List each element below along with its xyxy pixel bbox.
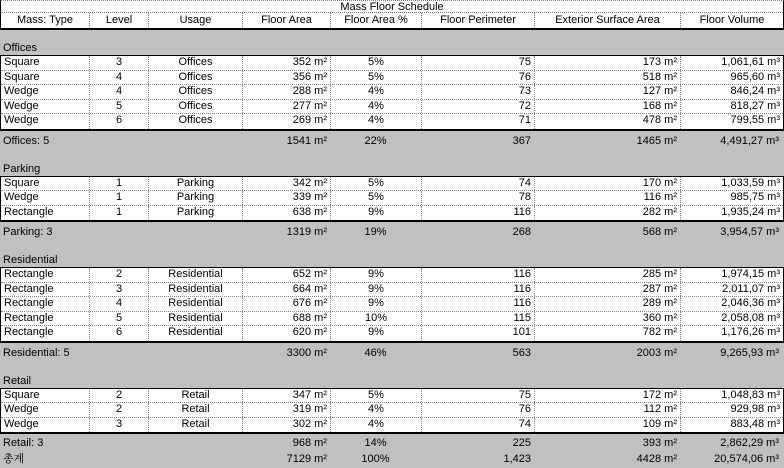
cell-floor-volume[interactable]: 985,75 m³ [730, 191, 780, 203]
section-data-block-offices [0, 55, 784, 131]
cell-floor-area[interactable]: 288 m² [243, 85, 331, 99]
cell-floor-area[interactable]: 269 m² [243, 114, 331, 129]
subtotal-floor-perimeter: 225 [512, 437, 531, 449]
column-header-floor-area[interactable]: Floor Area [243, 13, 331, 28]
section-spacer [0, 30, 784, 41]
cell-floor-area-pct[interactable]: 9% [331, 326, 422, 341]
table-row[interactable] [1, 326, 783, 341]
cell-floor-volume[interactable]: 1,935,24 m³ [721, 205, 780, 218]
subtotal-row-retail [0, 434, 784, 451]
table-row[interactable] [1, 268, 783, 283]
cell-level[interactable]: 6 [90, 326, 149, 341]
cell-floor-volume[interactable]: 965,60 m³ [730, 70, 780, 83]
cell-exterior-surface-area[interactable]: 285 m² [535, 268, 681, 282]
cell-floor-perimeter[interactable]: 116 [422, 283, 535, 297]
cell-floor-area[interactable]: 676 m² [243, 297, 331, 311]
cell-usage[interactable]: Residential [149, 283, 243, 297]
column-header-floor-volume[interactable]: Floor Volume [699, 14, 765, 26]
cell-floor-area[interactable]: 652 m² [243, 268, 331, 282]
cell-usage[interactable]: Parking [149, 191, 243, 205]
subtotal-floor-area-pct: 46% [364, 346, 387, 359]
table-row[interactable] [1, 283, 783, 298]
cell-usage[interactable]: Retail [149, 418, 243, 433]
subtotal-exterior-surface-area: 393 m² [642, 437, 677, 449]
cell-level[interactable]: 2 [90, 403, 149, 417]
cell-level[interactable]: 4 [90, 71, 149, 85]
cell-floor-volume[interactable]: 883,48 m³ [730, 417, 780, 430]
cell-floor-perimeter[interactable]: 115 [422, 312, 535, 326]
cell-floor-perimeter[interactable]: 116 [422, 206, 535, 221]
column-header-floor-perimeter[interactable]: Floor Perimeter [422, 13, 535, 28]
subtotal-floor-volume: 9,265,93 m³ [720, 346, 779, 359]
table-row[interactable] [1, 297, 783, 312]
cell-floor-perimeter[interactable]: 101 [422, 326, 535, 341]
cell-exterior-surface-area[interactable]: 360 m² [535, 312, 681, 326]
table-row[interactable] [1, 191, 783, 206]
cell-exterior-surface-area[interactable]: 282 m² [535, 206, 681, 221]
cell-floor-area-pct[interactable]: 5% [331, 71, 422, 85]
table-row[interactable] [1, 100, 783, 115]
subtotal-row-residential [0, 343, 784, 363]
cell-floor-perimeter[interactable]: 74 [422, 177, 535, 191]
subtotal-floor-perimeter: 268 [512, 226, 531, 238]
subtotal-floor-perimeter: 563 [512, 346, 531, 359]
grand-total-row [0, 451, 784, 467]
cell-floor-volume[interactable]: 2,046,36 m³ [721, 297, 780, 309]
cell-exterior-surface-area[interactable]: 109 m² [535, 418, 681, 433]
cell-exterior-surface-area[interactable]: 116 m² [535, 191, 681, 205]
grand-total-exterior-surface-area: 4428 m² [636, 453, 677, 465]
cell-mass-type[interactable]: Rectangle [1, 283, 90, 297]
cell-usage[interactable]: Offices [149, 85, 243, 99]
subtotal-label: Retail: 3 [3, 437, 44, 449]
cell-floor-volume[interactable]: 1,033,59 m³ [721, 176, 780, 189]
cell-floor-perimeter[interactable]: 73 [422, 85, 535, 99]
cell-mass-type[interactable]: Square [1, 389, 90, 403]
cell-floor-volume[interactable]: 818,27 m³ [730, 99, 780, 112]
cell-exterior-surface-area[interactable]: 112 m² [535, 403, 681, 417]
cell-floor-area[interactable]: 342 m² [243, 177, 331, 191]
cell-floor-area[interactable]: 664 m² [243, 283, 331, 297]
cell-floor-area-pct[interactable]: 4% [331, 100, 422, 114]
subtotal-floor-area: 3300 m² [286, 346, 327, 359]
cell-level[interactable]: 5 [90, 312, 149, 326]
cell-exterior-surface-area[interactable]: 127 m² [535, 85, 681, 99]
cell-mass-type[interactable]: Rectangle [1, 206, 90, 221]
cell-mass-type[interactable]: Rectangle [1, 297, 90, 311]
cell-floor-area[interactable]: 339 m² [243, 191, 331, 205]
cell-floor-perimeter[interactable]: 76 [422, 403, 535, 417]
cell-usage[interactable]: Parking [149, 177, 243, 191]
cell-usage[interactable]: Residential [149, 297, 243, 311]
cell-floor-area[interactable]: 688 m² [243, 312, 331, 326]
subtotal-floor-volume: 4,491,27 m³ [720, 134, 779, 147]
cell-level[interactable]: 2 [90, 389, 149, 403]
cell-floor-volume[interactable]: 2,011,07 m³ [722, 282, 780, 295]
cell-floor-perimeter[interactable]: 116 [422, 297, 535, 311]
cell-mass-type[interactable]: Wedge [1, 114, 90, 129]
cell-floor-area-pct[interactable]: 9% [331, 268, 422, 282]
cell-floor-area[interactable]: 352 m² [243, 56, 331, 70]
cell-mass-type[interactable]: Wedge [1, 100, 90, 114]
cell-floor-volume[interactable]: 929,98 m³ [730, 403, 780, 415]
cell-exterior-surface-area[interactable]: 478 m² [535, 114, 681, 129]
cell-exterior-surface-area[interactable]: 168 m² [535, 100, 681, 114]
grand-total-floor-area-pct: 100% [361, 453, 390, 465]
section-spacer [0, 151, 784, 162]
cell-level[interactable]: 6 [90, 114, 149, 129]
cell-floor-perimeter[interactable]: 71 [422, 114, 535, 129]
cell-exterior-surface-area[interactable]: 173 m² [535, 56, 681, 70]
cell-floor-area-pct[interactable]: 9% [331, 297, 422, 311]
subtotal-floor-area-pct: 22% [364, 134, 387, 147]
subtotal-row-offices [0, 131, 784, 151]
cell-floor-area[interactable]: 620 m² [243, 326, 331, 341]
cell-floor-volume[interactable]: 846,24 m³ [730, 85, 780, 97]
cell-level[interactable]: 1 [90, 191, 149, 205]
cell-usage[interactable]: Residential [149, 326, 243, 341]
cell-floor-volume[interactable]: 1,176,26 m³ [721, 326, 780, 338]
cell-usage[interactable]: Offices [149, 71, 243, 85]
cell-floor-perimeter[interactable]: 78 [422, 191, 535, 205]
grand-total-label: 총계 [3, 453, 25, 465]
cell-floor-perimeter[interactable]: 72 [422, 100, 535, 114]
section-header-residential: Residential [3, 254, 58, 266]
cell-usage[interactable]: Parking [149, 206, 243, 221]
cell-mass-type[interactable]: Rectangle [1, 268, 90, 282]
subtotal-exterior-surface-area: 1465 m² [636, 134, 677, 147]
cell-floor-volume[interactable]: 1,048,83 m³ [721, 388, 780, 401]
subtotal-label: Parking: 3 [3, 226, 53, 238]
cell-floor-area-pct[interactable]: 9% [331, 283, 422, 297]
cell-level[interactable]: 3 [90, 418, 149, 433]
cell-mass-type[interactable]: Wedge [1, 418, 90, 433]
cell-floor-perimeter[interactable]: 76 [422, 71, 535, 85]
column-header-level[interactable]: Level [90, 13, 149, 28]
table-row[interactable] [1, 206, 783, 221]
cell-floor-area-pct[interactable]: 4% [331, 403, 422, 417]
cell-floor-perimeter[interactable]: 116 [422, 268, 535, 282]
cell-level[interactable]: 1 [90, 177, 149, 191]
cell-floor-area-pct[interactable]: 4% [331, 418, 422, 433]
cell-usage[interactable]: Residential [149, 268, 243, 282]
subtotal-label: Residential: 5 [3, 346, 70, 359]
cell-usage[interactable]: Offices [149, 114, 243, 129]
cell-floor-volume[interactable]: 799,55 m³ [730, 114, 780, 126]
cell-floor-perimeter[interactable]: 75 [422, 389, 535, 403]
column-header-mass-type[interactable]: Mass: Type [1, 13, 90, 28]
cell-floor-area-pct[interactable]: 5% [331, 56, 422, 70]
cell-floor-area[interactable]: 347 m² [243, 389, 331, 403]
subtotal-label: Offices: 5 [3, 134, 50, 147]
cell-floor-area-pct[interactable]: 5% [331, 191, 422, 205]
subtotal-exterior-surface-area: 568 m² [642, 226, 677, 238]
cell-level[interactable]: 4 [90, 85, 149, 99]
subtotal-floor-volume: 3,954,57 m³ [720, 226, 779, 238]
cell-floor-perimeter[interactable]: 74 [422, 418, 535, 433]
cell-exterior-surface-area[interactable]: 172 m² [535, 389, 681, 403]
cell-floor-volume[interactable]: 1,974,15 m³ [721, 268, 780, 280]
cell-floor-area-pct[interactable]: 4% [331, 85, 422, 99]
section-header-parking: Parking [3, 162, 41, 175]
cell-floor-area[interactable]: 277 m² [243, 100, 331, 114]
cell-floor-area-pct[interactable]: 5% [331, 177, 422, 191]
cell-floor-area-pct[interactable]: 10% [331, 312, 422, 326]
cell-floor-area[interactable]: 356 m² [243, 71, 331, 85]
cell-exterior-surface-area[interactable]: 289 m² [535, 297, 681, 311]
cell-level[interactable]: 1 [90, 206, 149, 221]
cell-mass-type[interactable]: Wedge [1, 403, 90, 417]
cell-exterior-surface-area[interactable]: 287 m² [535, 283, 681, 297]
section-spacer [0, 363, 784, 374]
column-header-floor-area-pct[interactable]: Floor Area % [331, 13, 422, 28]
subtotal-floor-volume: 2,862,29 m³ [720, 437, 779, 449]
grand-total-floor-area: 7129 m² [286, 453, 327, 465]
table-row[interactable] [1, 85, 783, 100]
cell-mass-type[interactable]: Wedge [1, 191, 90, 205]
table-row[interactable] [1, 114, 783, 129]
section-data-block-residential [0, 267, 784, 343]
cell-mass-type[interactable]: Wedge [1, 85, 90, 99]
cell-level[interactable]: 3 [90, 56, 149, 70]
cell-floor-area-pct[interactable]: 9% [331, 206, 422, 221]
cell-floor-area[interactable]: 319 m² [243, 403, 331, 417]
cell-floor-area[interactable]: 638 m² [243, 206, 331, 221]
section-header-offices: Offices [3, 42, 38, 54]
cell-mass-type[interactable]: Square [1, 56, 90, 70]
table-row[interactable] [1, 312, 783, 327]
subtotal-floor-area: 968 m² [292, 437, 327, 449]
cell-mass-type[interactable]: Square [1, 71, 90, 85]
cell-floor-volume[interactable]: 1,061,61 m³ [721, 56, 780, 68]
column-header-usage[interactable]: Usage [149, 13, 243, 28]
subtotal-floor-area-pct: 14% [364, 437, 387, 449]
schedule-title: Mass Floor Schedule [1, 1, 783, 13]
subtotal-floor-perimeter: 367 [512, 134, 531, 147]
table-row[interactable] [1, 389, 783, 404]
table-row[interactable] [1, 177, 783, 192]
cell-mass-type[interactable]: Rectangle [1, 312, 90, 326]
cell-floor-perimeter[interactable]: 75 [422, 56, 535, 70]
subtotal-exterior-surface-area: 2003 m² [636, 346, 677, 359]
section-data-block-parking [0, 176, 784, 223]
cell-floor-area[interactable]: 302 m² [243, 418, 331, 433]
subtotal-floor-area-pct: 19% [364, 226, 387, 238]
cell-level[interactable]: 4 [90, 297, 149, 311]
cell-level[interactable]: 5 [90, 100, 149, 114]
cell-usage[interactable]: Offices [149, 56, 243, 70]
column-header-exterior-surface-area[interactable]: Exterior Surface Area [535, 13, 681, 28]
cell-level[interactable]: 3 [90, 283, 149, 297]
section-header-retail: Retail [3, 374, 32, 387]
section-data-block-retail [0, 388, 784, 435]
schedule-header [0, 0, 784, 30]
column-header-row [1, 13, 783, 30]
subtotal-row-parking [0, 222, 784, 242]
cell-floor-volume[interactable]: 2,058,08 m³ [721, 311, 780, 324]
cell-mass-type[interactable]: Square [1, 177, 90, 191]
cell-exterior-surface-area[interactable]: 518 m² [535, 71, 681, 85]
cell-usage[interactable]: Residential [149, 312, 243, 326]
cell-level[interactable]: 2 [90, 268, 149, 282]
cell-floor-area-pct[interactable]: 4% [331, 114, 422, 129]
cell-usage[interactable]: Retail [149, 403, 243, 417]
cell-usage[interactable]: Retail [149, 389, 243, 403]
cell-usage[interactable]: Offices [149, 100, 243, 114]
cell-floor-area-pct[interactable]: 5% [331, 389, 422, 403]
subtotal-floor-area: 1319 m² [286, 226, 327, 238]
subtotal-floor-area: 1541 m² [286, 134, 327, 147]
table-row[interactable] [1, 403, 783, 418]
cell-exterior-surface-area[interactable]: 170 m² [535, 177, 681, 191]
cell-exterior-surface-area[interactable]: 782 m² [535, 326, 681, 341]
grand-total-floor-perimeter: 1,423 [503, 453, 531, 465]
table-row[interactable] [1, 56, 783, 71]
section-spacer [0, 242, 784, 253]
grand-total-floor-volume: 20,574,06 m³ [714, 453, 779, 465]
table-row[interactable] [1, 418, 783, 433]
table-row[interactable] [1, 71, 783, 86]
cell-mass-type[interactable]: Rectangle [1, 326, 90, 341]
